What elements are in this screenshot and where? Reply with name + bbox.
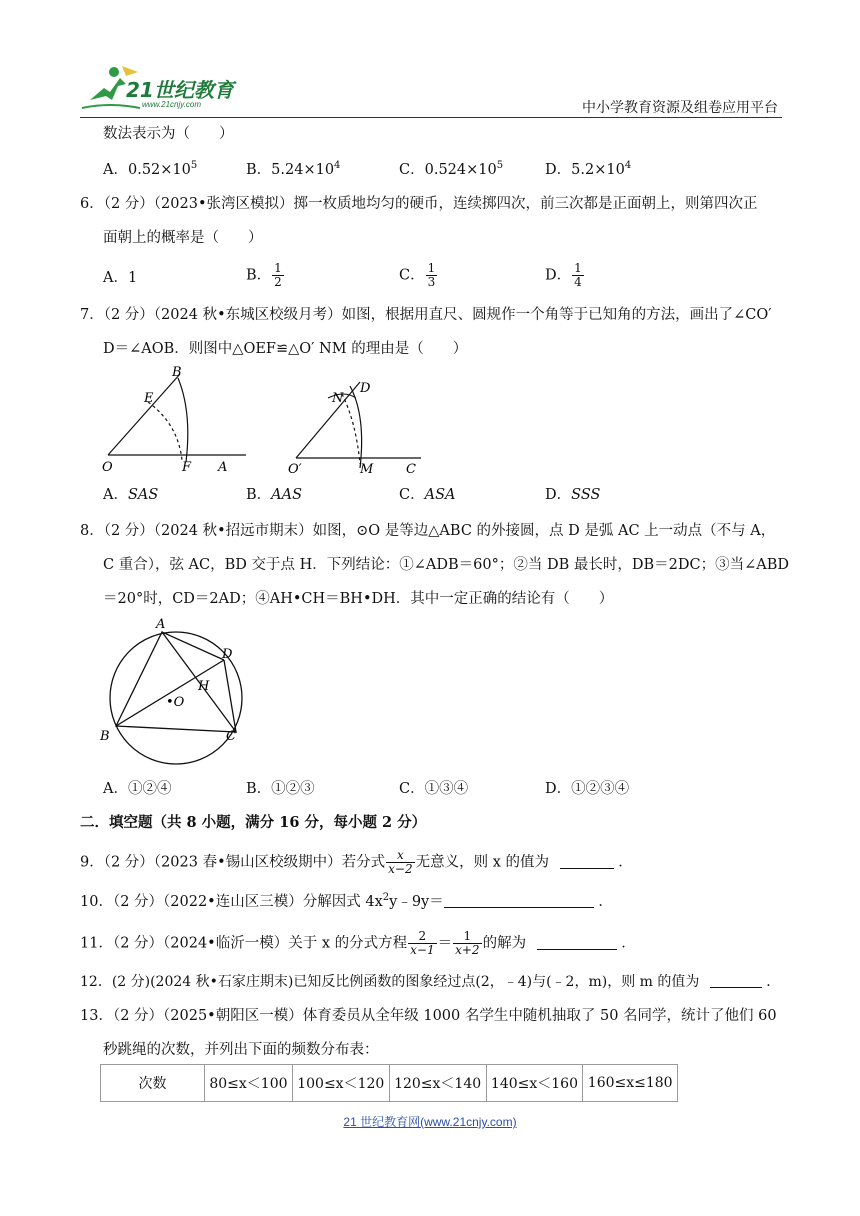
section-2-heading: 二．填空题（共 8 小题，满分 16 分，每小题 2 分） [80, 814, 427, 831]
table-header-cell: 次数 [101, 1065, 205, 1102]
q5-option-c: C．$0.524\times 10^5$ [399, 160, 504, 178]
q8-option-a: A．①②④ [103, 781, 172, 797]
frequency-table [100, 1064, 678, 1102]
q6-option-b: B． $\frac{1}{2}$ [246, 261, 282, 289]
q7-line2: D＝∠AOB．则图中△OEF≌△O′ NM 的理由是（ ） [103, 341, 468, 357]
table-header-cell: 100≤x＜120 [292, 1065, 389, 1102]
q9-answer-blank[interactable] [560, 854, 614, 869]
table-header-cell: 80≤x＜100 [205, 1065, 293, 1102]
label-c: C [406, 462, 416, 476]
q7-option-b: B．AAS [246, 487, 303, 503]
table-header-cell: 120≤x＜140 [389, 1065, 486, 1102]
label-m: M [360, 462, 374, 476]
q7-line1: 7．（2 分）（2024 秋•东城区校级月考）如图，根据用直尺、圆规作一个角等于已知角的方法，画出了∠CO′ [80, 307, 772, 323]
q7-option-c: C．ASA [399, 487, 456, 503]
table-header-cell: 140≤x＜160 [486, 1065, 583, 1102]
label-c: C [226, 729, 236, 744]
q11: 11．（2 分）（2024•临沂一模）关于 x 的分式方程 $\frac{2}{x-1}$ ＝ $\frac{1}{x+2}$ 的解为 ． [80, 929, 636, 957]
q13-line1: 13．（2 分）（2025•朝阳区一模）体育委员从全年级 1000 名学生中随机抽取了 50 名同学，统计了他们 60 [80, 1008, 777, 1024]
q8-option-c: C．①③④ [399, 781, 469, 797]
q5-continuation: 数法表示为（ ） [103, 126, 234, 142]
q6-line1: 6．（2 分）（2023•张湾区模拟）掷一枚质地均匀的硬币，连续掷四次，前三次都是正面朝上，则第四次正 [80, 196, 758, 212]
q6-option-c: C． $\frac{1}{3}$ [399, 261, 436, 289]
q8-option-d: D．①②③④ [545, 781, 630, 797]
label-o-prime: O′ [288, 462, 302, 476]
label-a: A [218, 460, 228, 474]
q8-line3: ＝20°时，CD＝2AD；④AH•CH＝BH•DH．其中一定正确的结论有（ ） [103, 591, 614, 607]
q11-answer-blank[interactable] [537, 935, 617, 950]
q8-option-b: B．①②③ [246, 781, 315, 797]
q5-option-d: D．$5.2\times 10^4$ [545, 160, 632, 178]
platform-title: 中小学教育资源及组卷应用平台 [582, 99, 778, 115]
q12-answer-blank[interactable] [710, 973, 762, 988]
q8-line2: C 重合），弦 AC，BD 交于点 H．下列结论：①∠ADB＝60°；②当 DB 最长时，DB＝2DC；③当∠ABD [103, 557, 790, 573]
q7-option-d: D．SSS [545, 487, 601, 503]
logo-text: 21世纪教育 [126, 78, 234, 102]
q7-figure-1 [100, 362, 250, 474]
q7-option-a: A．SAS [103, 487, 159, 503]
q10-answer-blank[interactable] [444, 893, 594, 908]
footer-link[interactable]: 21 世纪教育网(www.21cnjy.com) [343, 1115, 517, 1129]
q10: 10．（2 分）（2022•连山区三模）分解因式 $4x^2y﹣9y=$ ． [80, 892, 613, 910]
q8-line1: 8．（2 分）（2024 秋•招远市期末）如图，⊙O 是等边△ABC 的外接圆，点 D 是弧 AC 上一动点（不与 A， [80, 523, 776, 539]
q13-line2: 秒跳绳的次数，并列出下面的频数分布表： [103, 1042, 379, 1058]
label-b: B [100, 729, 110, 744]
q6-line2: 面朝上的概率是（ ） [103, 230, 263, 246]
label-h: H [198, 679, 210, 694]
label-o: •O [166, 695, 185, 710]
label-d: D [222, 647, 233, 662]
header-divider [80, 117, 782, 118]
label-d: D [360, 381, 371, 396]
table-header-cell: 160≤x≤180 [583, 1065, 678, 1102]
logo-url: www.21cnjy.com [142, 100, 201, 109]
label-b: B [172, 365, 182, 380]
label-f: F [182, 460, 192, 474]
table-row [101, 1065, 678, 1102]
label-n: N [332, 391, 344, 406]
q5-option-b: B．$5.24\times 10^4$ [246, 160, 341, 178]
q12: 12．(2 分)(2024 秋•石家庄期末)已知反比例函数的图象经过点(2，﹣4)与(﹣2，m)，则 m 的值为 ． [80, 974, 781, 990]
label-o: O [102, 460, 113, 474]
q7-figure-2 [286, 372, 426, 476]
q5-option-a: A．$0.52\times 10^5$ [103, 160, 198, 178]
site-logo [80, 62, 250, 114]
q6-option-d: D． $\frac{1}{4}$ [545, 261, 582, 289]
q9: 9．（2 分）（2023 春•锡山区校级期中）若分式 $\frac{x}{x-2}$ 无意义，则 x 的值为 ． [80, 848, 633, 876]
q8-figure-circle [98, 616, 246, 766]
label-a: A [156, 617, 166, 632]
q6-option-a: A．1 [103, 270, 138, 286]
label-e: E [144, 391, 154, 406]
